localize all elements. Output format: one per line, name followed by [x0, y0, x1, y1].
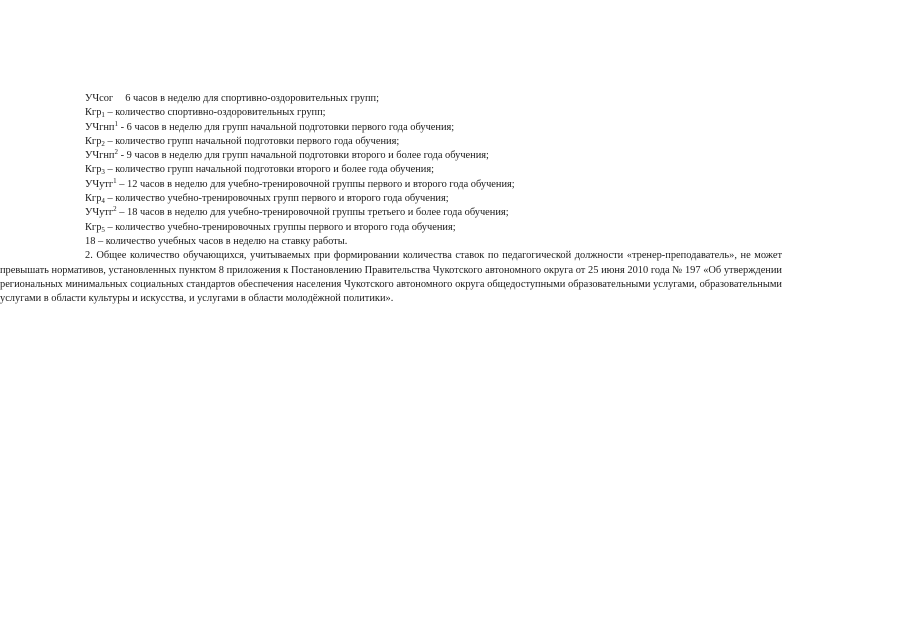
- definition: - 6 часов в неделю для групп начальной подготовки первого года обучения;: [118, 121, 455, 133]
- definition: – количество учебно-тренировочных групп первого и второго года обучения;: [104, 193, 449, 205]
- document-body: [0, 92, 867, 306]
- definition: 6 часов в неделю для спортивно-оздоровительных групп;: [125, 93, 379, 104]
- paragraph-2: [0, 249, 782, 306]
- definition: 18 – количество учебных часов в неделю на ставку работы.: [85, 235, 348, 247]
- subscript: 2: [101, 139, 105, 148]
- term: УЧгнп: [85, 150, 115, 162]
- superscript: 1: [113, 176, 117, 185]
- formula-line-9: [85, 206, 867, 220]
- definition: – количество групп начальной подготовки второго и более года обучения;: [104, 164, 434, 176]
- term: Кгр: [85, 164, 102, 176]
- term: Кгр: [85, 135, 102, 147]
- term: Кгр: [85, 107, 102, 119]
- term: УЧутг: [85, 207, 114, 219]
- definition: – 12 часов в неделю для учебно-тренировочной группы первого и второго года обучения;: [116, 178, 515, 190]
- formula-line-11: [85, 235, 867, 249]
- term: УЧгнп: [85, 121, 115, 133]
- definition: – количество групп начальной подготовки первого года обучения;: [104, 135, 400, 147]
- formula-line-4: [85, 135, 867, 149]
- subscript: 5: [101, 225, 105, 234]
- formula-line-5: [85, 149, 867, 163]
- subscript: 3: [101, 168, 105, 177]
- formula-line-10: [85, 221, 867, 235]
- term: УЧутг: [85, 178, 114, 190]
- definition: – количество учебно-тренировочных группы первого и второго года обучения;: [104, 221, 456, 233]
- formula-line-6: [85, 163, 867, 177]
- superscript: 2: [113, 205, 117, 214]
- superscript: 2: [114, 148, 118, 157]
- formula-line-3: [85, 121, 867, 135]
- paragraph-2-text: 2. Общее количество обучающихся, учитываемых при формировании количества ставок по педагогической должности «тренер-преподаватель», не может превышать нормативов, установленных пунктом 8 приложения к Постановлению Правительства Чукотского автономного округа от 25 июня 2010 года № 197 «Об утверждении региональных минимальных социальных стандартов обеспечения населения Чукотского автономного округа общедоступными образовательными услугами, образовательными услугами в области культуры и искусства, и услугами в области молодёжной политики».: [0, 250, 782, 305]
- subscript: 1: [101, 111, 105, 120]
- subscript: 4: [101, 197, 105, 206]
- formula-line-1: [85, 92, 867, 106]
- definition: – 18 часов в неделю для учебно-тренировочной группы третьего и более года обучения;: [116, 207, 509, 219]
- term: Кгр: [85, 193, 102, 205]
- formula-line-2: [85, 106, 867, 120]
- term: УЧсог: [85, 93, 114, 104]
- term: Кгр: [85, 221, 102, 233]
- definition: - 9 часов в неделю для групп начальной подготовки второго и более года обучения;: [118, 150, 489, 162]
- formula-line-7: [85, 178, 867, 192]
- formula-line-8: [85, 192, 867, 206]
- definition: – количество спортивно-оздоровительных групп;: [104, 107, 326, 119]
- superscript: 1: [114, 119, 118, 128]
